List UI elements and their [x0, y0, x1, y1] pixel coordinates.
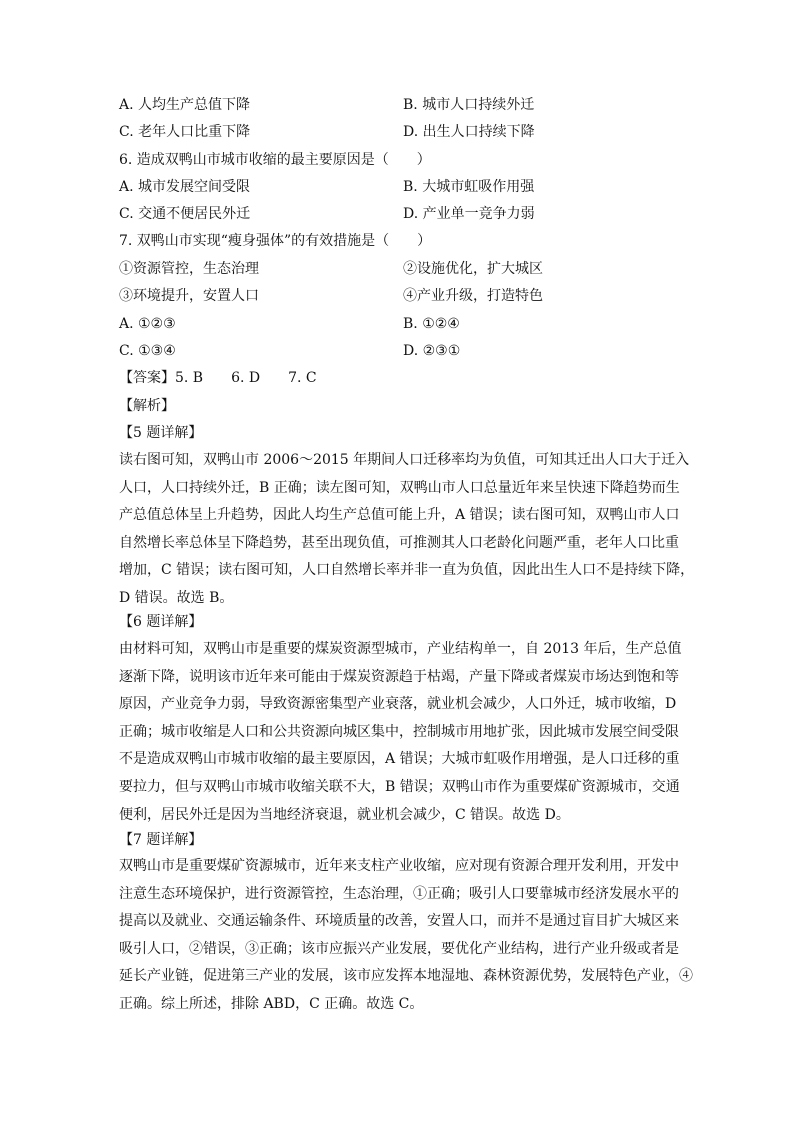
q7-statement-3: ③环境提升，安置人口 — [119, 288, 259, 304]
q5-detail-line: 读右图可知，双鸭山市 2006～2015 年期间人口迁移率均为负值，可知其迁出人口大于迁入 — [119, 452, 690, 468]
q6-detail-line: 要拉力，但与双鸭山市城市收缩关联不大，B 错误；双鸭山市作为重要煤矿资源城市，交通 — [119, 778, 680, 795]
q6-option-c: C. 交通不便居民外迁 — [119, 206, 251, 222]
q5-detail-line: 人口，人口持续外迁，B 正确；读左图可知，双鸭山市人口总量近年来呈快速下降趋势而生 — [119, 479, 680, 496]
q7-detail-line: 双鸭山市是重要煤矿资源城市，近年来支柱产业收缩，应对现有资源合理开发利用，开发中 — [119, 858, 679, 874]
q5-detail-paragraph — [119, 447, 695, 613]
q6-detail-line: 逐渐下降，说明该市近年来可能由于煤炭资源趋于枯竭，产量下降或者煤炭市场达到饱和等 — [119, 668, 679, 685]
q7-detail-heading: 【7 题详解】 — [119, 832, 203, 848]
q7-option-b: B. ①②④ — [403, 316, 460, 332]
q6-option-d: D. 产业单一竞争力弱 — [403, 206, 535, 222]
answer-line: 【答案】5. B 6. D 7. C — [119, 370, 317, 386]
q7-detail-line: 注意生态环境保护，进行资源管控，生态治理，①正确；吸引人口要靠城市经济发展水平的 — [119, 885, 679, 902]
q5-detail-line: 增加，C 错误；读右图可知，人口自然增长率并非一直为负值，因此出生人口不是持续下降， — [119, 562, 695, 579]
q7-detail-line: 提高以及就业、交通运输条件、环境质量的改善，安置人口，而并不是通过盲目扩大城区来 — [119, 913, 679, 930]
q7-option-a: A. ①②③ — [119, 316, 176, 332]
q5-detail-line: 自然增长率总体呈下降趋势，甚至出现负值，可推测其人口老龄化问题严重，老年人口比重 — [119, 534, 679, 551]
q7-statement-4: ④产业升级，打造特色 — [403, 288, 543, 304]
q6-option-a: A. 城市发展空间受限 — [119, 179, 251, 195]
q7-detail-line: 延长产业链，促进第三产业的发展，该市应发挥本地湿地、森林资源优势，发展特色产业，④ — [119, 968, 693, 985]
q5-option-a: A. 人均生产总值下降 — [119, 97, 251, 113]
q6-detail-line: 由材料可知，双鸭山市是重要的煤炭资源型城市，产业结构单一，自 2013 年后，生产总值 — [119, 641, 682, 657]
q6-stem: 6. 造成双鸭山市城市收缩的最主要原因是（ ） — [119, 152, 431, 168]
q7-statement-1: ①资源管控，生态治理 — [119, 261, 259, 277]
q6-detail-line: 正确；城市收缩是人口和公共资源向城区集中，控制城市用地扩张，因此城市发展空间受限 — [119, 723, 679, 740]
q7-option-c: C. ①③④ — [119, 343, 176, 359]
q7-detail-line: 正确。综上所述，排除 ABD，C 正确。故选 C。 — [119, 995, 424, 1012]
q5-detail-line: D 错误。故选 B。 — [119, 589, 234, 606]
q7-detail-line: 吸引人口，②错误，③正确；该市应振兴产业发展，要优化产业结构，进行产业升级或者是 — [119, 940, 679, 957]
q6-option-b: B. 大城市虹吸作用强 — [403, 179, 535, 195]
analysis-heading: 【解析】 — [119, 398, 175, 414]
q7-option-d: D. ②③① — [403, 343, 461, 359]
q7-stem: 7. 双鸭山市实现“瘦身强体”的有效措施是（ ） — [119, 233, 432, 249]
q7-detail-paragraph — [119, 853, 693, 1019]
q6-detail-heading: 【6 题详解】 — [119, 614, 203, 630]
q5-option-c: C. 老年人口比重下降 — [119, 124, 251, 140]
q5-detail-heading: 【5 题详解】 — [119, 425, 203, 441]
q6-detail-line: 原因，产业竞争力弱，导致资源密集型产业衰落，就业机会减少，人口外迁，城市收缩，D — [119, 696, 677, 713]
q6-detail-line: 不是造成双鸭山市城市收缩的最主要原因，A 错误；大城市虹吸作用增强，是人口迁移的重 — [119, 751, 680, 768]
q5-option-b: B. 城市人口持续外迁 — [403, 97, 535, 113]
q5-option-d: D. 出生人口持续下降 — [403, 124, 535, 140]
q5-detail-line: 产总值总体呈上升趋势，因此人均生产总值可能上升，A 错误；读右图可知，双鸭山市人口 — [119, 507, 680, 524]
q6-detail-paragraph — [119, 636, 682, 829]
q6-detail-line: 便利，居民外迁是因为当地经济衰退，就业机会减少，C 错误。故选 D。 — [119, 806, 570, 823]
q7-statement-2: ②设施优化，扩大城区 — [403, 261, 543, 277]
